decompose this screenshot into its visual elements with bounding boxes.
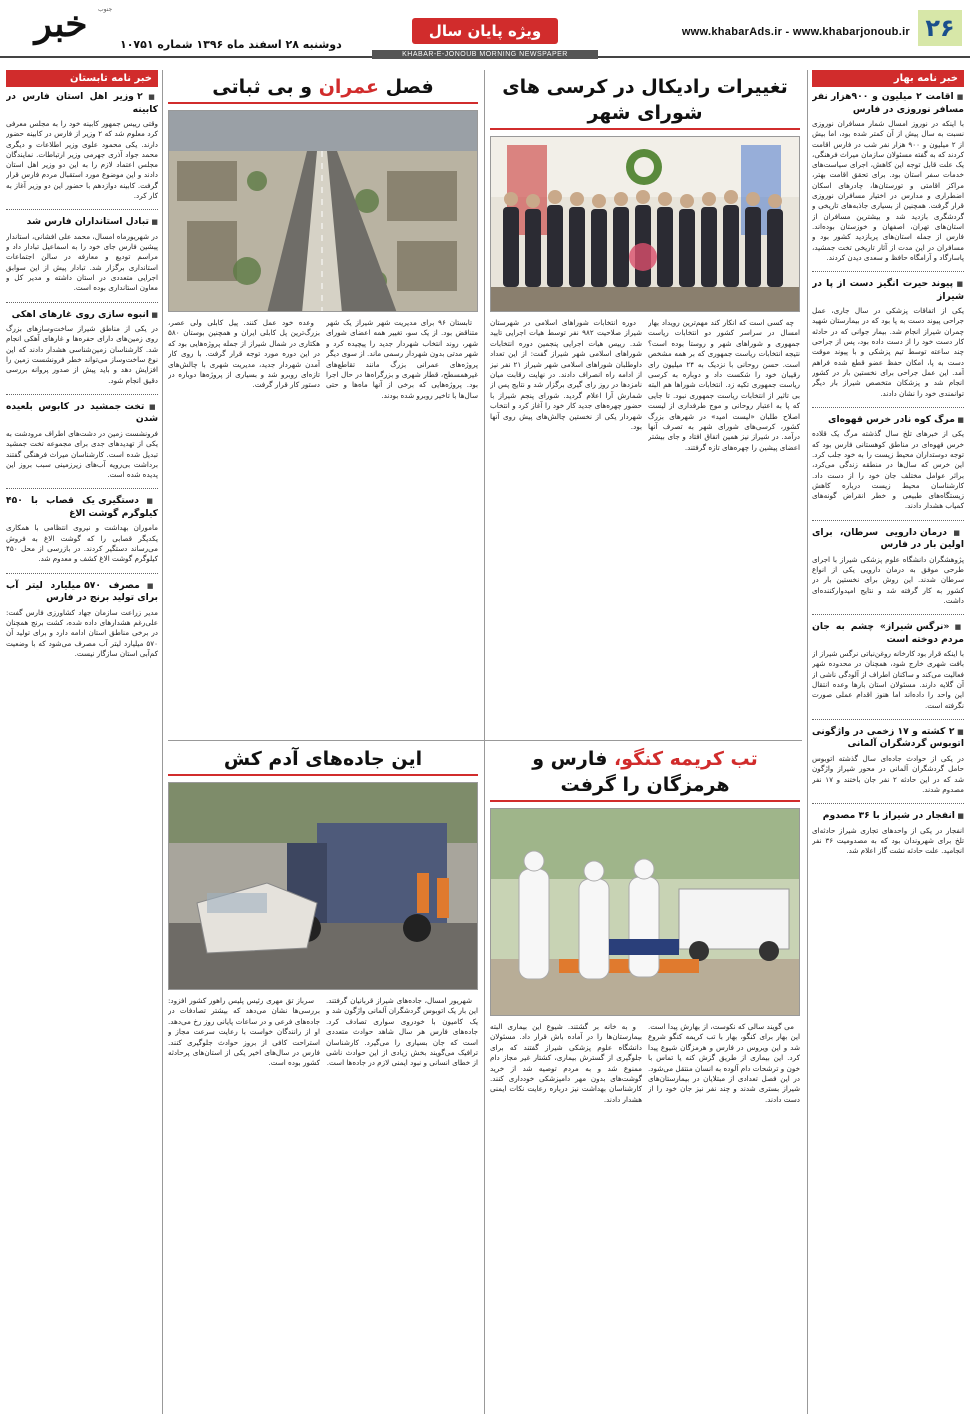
news-title: ■ «نرگس شیراز» چشم به جان مردم دوخته است: [812, 621, 964, 646]
news-item: [812, 726, 964, 795]
story-column: [326, 996, 478, 1400]
divider: [812, 271, 964, 272]
news-body: مدیر زراعت سازمان جهاد کشاورزی فارس گفت: علی‌رغم هشدارهای داده شده، کشت برنج همچنان در برخی مناطق استان ادامه دارد و برای تولید آن ۵۷۰ میلیارد لیتر آب مصرف می‌شود که با وضعیت کم‌آبی استان سازگار نیست.: [6, 607, 158, 658]
news-body: در شهریورماه امسال، محمد علی افشانی، استاندار پیشین فارس جای خود را به اسماعیل تبادار داد و مراسم تودیع و معارفه در سالن اجتماعات استانداری برگزار شد. تبادار پیش از این سوابق اجرایی متعددی در استان داشته و مدیر کل و معاون استانداری بوده است.: [6, 231, 158, 293]
story-body: [490, 318, 800, 748]
websites[interactable]: www.khabarAds.ir - www.khabarjonoub.ir: [681, 26, 910, 38]
story-roads: [168, 746, 478, 1400]
news-body: در یکی از حوادث جاده‌ای سال گذشته اتوبوس حامل گردشگران آلمانی در محور شیراز واژگون شد که در این حادثه ۲ نفر جان باختند و ۱۷ نفر مصدوم شدند.: [812, 753, 964, 794]
news-body: فرونشست زمین در دشت‌های اطراف مرودشت به یکی از تهدیدهای جدی برای مجموعه تخت جمشید تبدیل شده است. کارشناسان میراث فرهنگی گفتند برداشت بی‌رویه آب‌های زیرزمینی سبب بروز این پدیده شده است.: [6, 428, 158, 480]
divider: [812, 407, 964, 408]
news-title: ■ انفجار در شیراز با ۳۶ مصدوم: [812, 810, 964, 823]
news-title: ■ مرگ کوه نادر خرس قهوه‌ای: [812, 414, 964, 427]
news-title: ■ تبادل استانداران فارس شد: [6, 216, 158, 229]
headline-part: و بی ثباتی: [212, 76, 313, 98]
divider: [812, 719, 964, 720]
news-item: [812, 91, 964, 263]
right-column-head: خبر نامه بهار: [812, 70, 964, 87]
divider: [812, 803, 964, 804]
news-title: ■ پیوند حیرت انگیز دست از پا در شیراز: [812, 278, 964, 303]
divider: [6, 209, 158, 210]
story-column: [168, 318, 320, 722]
story-body: [490, 1022, 800, 1420]
story-headline: این جاده‌های آدم کش: [168, 746, 478, 776]
newspaper-logo: خبر: [34, 3, 88, 45]
news-title: ■ درمان دارویی سرطان، برای اولین بار در فارس: [812, 527, 964, 552]
issue-line: دوشنبه ۲۸ اسفند ماه ۱۳۹۶ شماره ۱۰۷۵۱: [120, 38, 342, 51]
story-column: [326, 318, 478, 722]
council-group-photo: [490, 136, 800, 312]
aerial-photo-illustration: [168, 111, 477, 312]
divider: [6, 394, 158, 395]
news-body: وقتی رییس جمهور کابینه خود را به مجلس معرفی کرد معلوم شد که ۲ وزیر از فارس در کابینه حضور دارند. یکی محمود علوی وزیر اطلاعات و دیگری محمد جواد آذری جهرمی وزیر ارتباطات. نمایندگان مجلس اعتماد لازم را به این دو وزیر اهل استان دادند و این موضوع مورد استقبال مردم فارس قرار گرفت. کابینه دوازدهم با حضور این دو وزیر آغاز به کار کرد.: [6, 119, 158, 201]
news-item: [6, 216, 158, 293]
story-column: [490, 1022, 642, 1420]
divider: [812, 614, 964, 615]
news-body: یکی از اتفاقات پزشکی در سال جاری، عمل جراحی پیوند دست به پا بود که در بیمارستان شهید چمران شیراز انجام شد. بیمار جوانی که در حادثه کار دست خود را از دست داده بود، پس از جراحی چند ساعته توسط تیم پزشکی و با پیوند موقت دست به پا، امکان حفظ عضو قطع شده فراهم آمد. این عمل جراحی برای نخستین بار در کشور انجام شد و پزشکان متخصص شیراز بار دیگر توانمندی خود را نشان دادند.: [812, 306, 964, 398]
story-body: [168, 996, 478, 1400]
divider: [6, 573, 158, 574]
news-title: ■ ۲ کشته و ۱۷ زخمی در واژگونی اتوبوس گردشگران آلمانی: [812, 726, 964, 751]
news-item: [6, 580, 158, 659]
story-headline: [168, 74, 478, 104]
left-column-head: خبر نامه تابستان: [6, 70, 158, 87]
story-construction: [168, 74, 478, 722]
news-body: یکی از خبرهای تلخ سال گذشته مرگ یک قلاده خرس قهوه‌ای در مناطق کوهستانی فارس بود که توجه دوستداران محیط زیست را به خود جلب کرد. این خرس که سال‌ها در منطقه زندگی می‌کرد، براثر عوامل مختلف جان خود را از دست داد. کارشناسان محیط زیست درباره کاهش زیستگاه‌های طبیعی و خطر انقراض گونه‌های کمیاب هشدار دادند.: [812, 429, 964, 511]
story-column: [648, 318, 800, 748]
news-body: ماموران بهداشت و نیروی انتظامی با همکاری یکدیگر قصابی را که گوشت الاغ به فروش می‌رساند دستگیر کردند. در بازرسی از محل ۴۵۰ کیلوگرم گوشت الاغ کشف و معدوم شد.: [6, 523, 158, 564]
headline-highlight: عمران: [318, 76, 379, 98]
accident-photo-illustration: [168, 783, 477, 990]
news-body: با اینکه قرار بود کارخانه روغن‌نباتی نرگس شیراز از بافت شهری خارج شود، همچنان در محدوده شهر فعالیت می‌کند و ساکنان اطراف از آلودگی ناشی از آن گلایه دارند. مسئولان استان بارها وعده انتقال این واحد را داده‌اند اما هنوز اقدام عملی صورت نگرفته است.: [812, 649, 964, 710]
story-paragraph: و به خانه بر گشتند. شیوع این بیماری البته بیمارستان‌ها را در آماده باش قرار داد. مسئولان دانشگاه علوم پزشکی شیراز گفتند که برای جلوگیری از گسترش بیماری، کشتار غیر مجاز دام ممنوع شد و به مردم توصیه شد از خرید گوشت‌های بدون مهر دامپزشکی خودداری کنند. کارشناسان بهداشت نیز درباره رعایت نکات ایمنی هشدار دادند.: [490, 1022, 642, 1104]
story-paragraph: وعده خود عمل کنند. پیل کابلی ولی عصر، بزرگ‌ترین پل کابلی ایران و همچنین بوستان ۵۸۰ هکتاری در شمال شیراز از جمله پروژه‌هایی بود که در این دوره مورد توجه قرار گرفت. با روی کار آمدن شهردار جدید، مدیریت شهری با چالش‌های تازه‌ای روبرو شد و بسیاری از پروژه‌ها دوباره در دستور کار قرار گرفت.: [168, 318, 320, 390]
english-subtitle: KHABAR-E-JONOUB MORNING NEWSPAPER: [372, 50, 598, 59]
story-headline: [490, 746, 800, 802]
right-news-column: [812, 70, 964, 1414]
story-paragraph: سرباز تق مهری رئیس پلیس راهور کشور افزود: بررسی‌ها نشان می‌دهد که بیشتر تصادفات در جاده‌های فرعی و در ساعات پایانی روز رخ می‌دهد. او از رانندگان خواست با رعایت سرعت مجاز و استراحت کافی از بروز حوادث جلوگیری کنند. فارس در سال‌های اخیر یکی از استان‌های پرحادثه کشور بوده است.: [168, 996, 320, 1068]
news-body: با اینکه در نوروز امسال شمار مسافران نوروزی نسبت به سال پیش از آن کمتر شده بود، اما بیش از ۲ میلیون و ۹۰۰ هزار نفر شب در فارس اقامت کردند که به گفته مسئولان سازمان میراث فرهنگی، یک علت قابل توجه این کاهش، اجرای سیاست‌های خدمات سفر استان بود. برای تحقق اقامت بهتر، مراکز اقامتی و تورستان‌ها، چادرهای اسکان اضطراری و مدارس در اختیار مسافران نوروزی قرار گرفت. همچنین از بسیاری جاذبه‌های تاریخی و گردشگری بازدید شد و بیشترین مسافران از استان‌های تهران، اصفهان و خوزستان بوده‌اند. فارس از جمله استان‌های پربازدید کشور بود و مسافران در این مدت از آثار تاریخی تخت جمشید، پاسارگاد و آرامگاه حافظ و سعدی دیدن کردند.: [812, 119, 964, 262]
story-council: [490, 74, 800, 748]
story-paragraph: می گویند سالی که نکوست، از بهارش پیدا است. این بهار برای کنگو، بهار با تب کریمه کنگو شروع شد و این ویروس در فارس و هرمزگان شیوع پیدا کرد. این بیماری از طریق گزش کنه یا تماس با خون و ترشحات دام آلوده به انسان منتقل می‌شود. در این فصل تعدادی از مبتلایان در بیمارستان‌های شیراز بستری شدند و چند نفر نیز جان خود را از دست دادند.: [648, 1022, 800, 1104]
news-item: [6, 495, 158, 564]
news-item: [812, 621, 964, 711]
news-body: انفجار در یکی از واحدهای تجاری شیراز حادثه‌ای تلخ برای شهروندان بود که به مصدومیت ۳۶ نفر انجامید. علت حادثه نشت گاز اعلام شد.: [812, 825, 964, 856]
news-title: ■ مصرف ۵۷۰ میلیارد لیتر آب برای تولید برنج در فارس: [6, 580, 158, 605]
road-accident-photo: [168, 782, 478, 990]
story-paragraph: دوره انتخابات شوراهای اسلامی در شهرستان شیراز صلاحیت ۹۸۲ نفر توسط هیات اجرایی تایید شد. رییس هیات اجرایی پنجمین دوره انتخابات شوراهای اسلامی شهر شیراز گفت: از این تعداد داوطلبان شوراهای اسلامی شهر شیراز ۲۱ نفر نیز از ادامه راه انصراف دادند. در نهایت رقابت میان نامزدها در روز رای گیری برگزار شد و نتایج پس از شمارش آرا اعلام گردید. شورای پنجم شیراز با حضور چهره‌های جدید کار خود را آغاز کرد و انتخاب شهردار یکی از نخستین چالش‌های پیش روی آنها بود.: [490, 318, 642, 432]
news-item: [6, 401, 158, 480]
headline-part: فارس و هرمزگان را گرفت: [532, 748, 730, 796]
group-photo-illustration: [490, 137, 799, 312]
news-body: در یکی از مناطق شیراز ساخت‌وسازهای بزرگ روی زمین‌های دارای حفره‌ها و غارهای آهکی انجام شد. کارشناسان زمین‌شناسی هشدار دادند که این نوع ساخت‌وساز می‌تواند خطر فرونشست زمین را افزایش دهد و باید پیش از صدور پروانه بررسی دقیق انجام شود.: [6, 324, 158, 385]
logo-subtext: جنوب: [98, 6, 113, 13]
story-paragraph: شهریور امسال، جاده‌های شیراز قربانیان گرفتند. این بار یک اتوبوس گردشگران آلمانی واژگون شد و یک کامیون با خودروی سواری تصادف کرد. جاده‌های فارس هر سال شاهد حوادث متعددی است که جان بسیاری را می‌گیرد. کارشناسان ترافیک می‌گویند بخش زیادی از این حوادث ناشی از خطای انسانی و نبود ایمنی لازم در جاده‌ها است.: [326, 996, 478, 1068]
left-news-column: [6, 70, 158, 1414]
news-item: [6, 91, 158, 201]
story-fever: [490, 746, 800, 1420]
news-title: ■ تخت جمشید در کابوس بلعیده شدن: [6, 401, 158, 426]
news-item: [812, 414, 964, 512]
news-item: [812, 810, 964, 856]
headline-highlight: تب کریمه کنگو،: [614, 748, 758, 770]
news-title: ■ انبوه سازی روی غارهای اهکی: [6, 309, 158, 322]
medical-photo-illustration: [490, 809, 799, 1016]
page-number: ۲۶: [918, 10, 962, 46]
story-column: [168, 996, 320, 1400]
divider: [812, 520, 964, 521]
column-rule: [807, 70, 808, 1414]
news-body: پژوهشگران دانشگاه علوم پزشکی شیراز با اجرای طرحی موفق به درمان دارویی یکی از انواع سرطان شدند. این روش برای نخستین بار در کشور به کار گرفته شد و نتایج امیدوارکننده‌ای داشت.: [812, 554, 964, 605]
story-paragraph: تابستان ۹۶ برای مدیریت شهر شیراز یک شهر متناقض بود. از یک سو، تغییر همه اعضای شورای شهر، روند انتخاب شهردار جدید را پیچیده کرد و شهر مدتی بدون شهردار رسمی ماند. از سوی دیگر پروژه‌های عمرانی بزرگ مانند تقاطع‌های غیرهمسطح، قطار شهری و بزرگراه‌ها در حال اجرا بود. پروژه‌هایی که برخی از آنها ماه‌ها و حتی سال‌ها با تاخیر روبرو شده بودند.: [326, 318, 478, 400]
special-section-banner: ویژه پایان سال: [412, 18, 558, 44]
story-column: [648, 1022, 800, 1420]
column-rule: [162, 70, 163, 1414]
story-column: [490, 318, 642, 748]
story-paragraph: چه کسی است که انکار کند مهم‌ترین رویداد بهار امسال در سراسر کشور دو انتخابات ریاست جمهوری و شوراهای شهر و روستا بوده است؟ نتیجه انتخابات ریاست جمهوری که بر همه مشخص است. حسن روحانی با نزدیک به ۲۴ میلیون رای رقیبان خود را شکست داد و دوباره به کرسی ریاست جمهوری تکیه زد. انتخابات شوراها هم البته بی تاثیر از انتخابات ریاست جمهوری نبود. تا جایی که پا به اعتبار روحانی و موج طرفداری از لیست اصلاح طلبان «لیست امید» در شهرهای بزرگ کشور، کرسی‌های شورای شهر به تصرف آنها درآمد. در شیراز نیز همین اتفاق افتاد و جای بیشتر اعضای پیشین را چهره‌های تازه گرفتند.: [648, 318, 800, 452]
news-title: ■ دستگیری یک قصاب با ۴۵۰ کیلوگرم گوشت الاغ: [6, 495, 158, 520]
news-title: ■ اقامت ۲ میلیون و ۹۰۰هزار نفر مسافر نوروزی در فارس: [812, 91, 964, 116]
news-item: [812, 278, 964, 399]
news-item: [812, 527, 964, 606]
story-headline: تغییرات رادیکال در کرسی های شورای شهر: [490, 74, 800, 130]
divider: [6, 302, 158, 303]
news-title: ■ ۲ وزیر اهل استان فارس در کابینه: [6, 91, 158, 116]
column-rule: [484, 70, 485, 1414]
aerial-road-photo: [168, 110, 478, 312]
story-body: [168, 318, 478, 722]
medical-team-photo: [490, 808, 800, 1016]
masthead: [0, 0, 970, 58]
headline-part: فصل: [385, 76, 434, 98]
news-item: [6, 309, 158, 386]
divider: [6, 488, 158, 489]
